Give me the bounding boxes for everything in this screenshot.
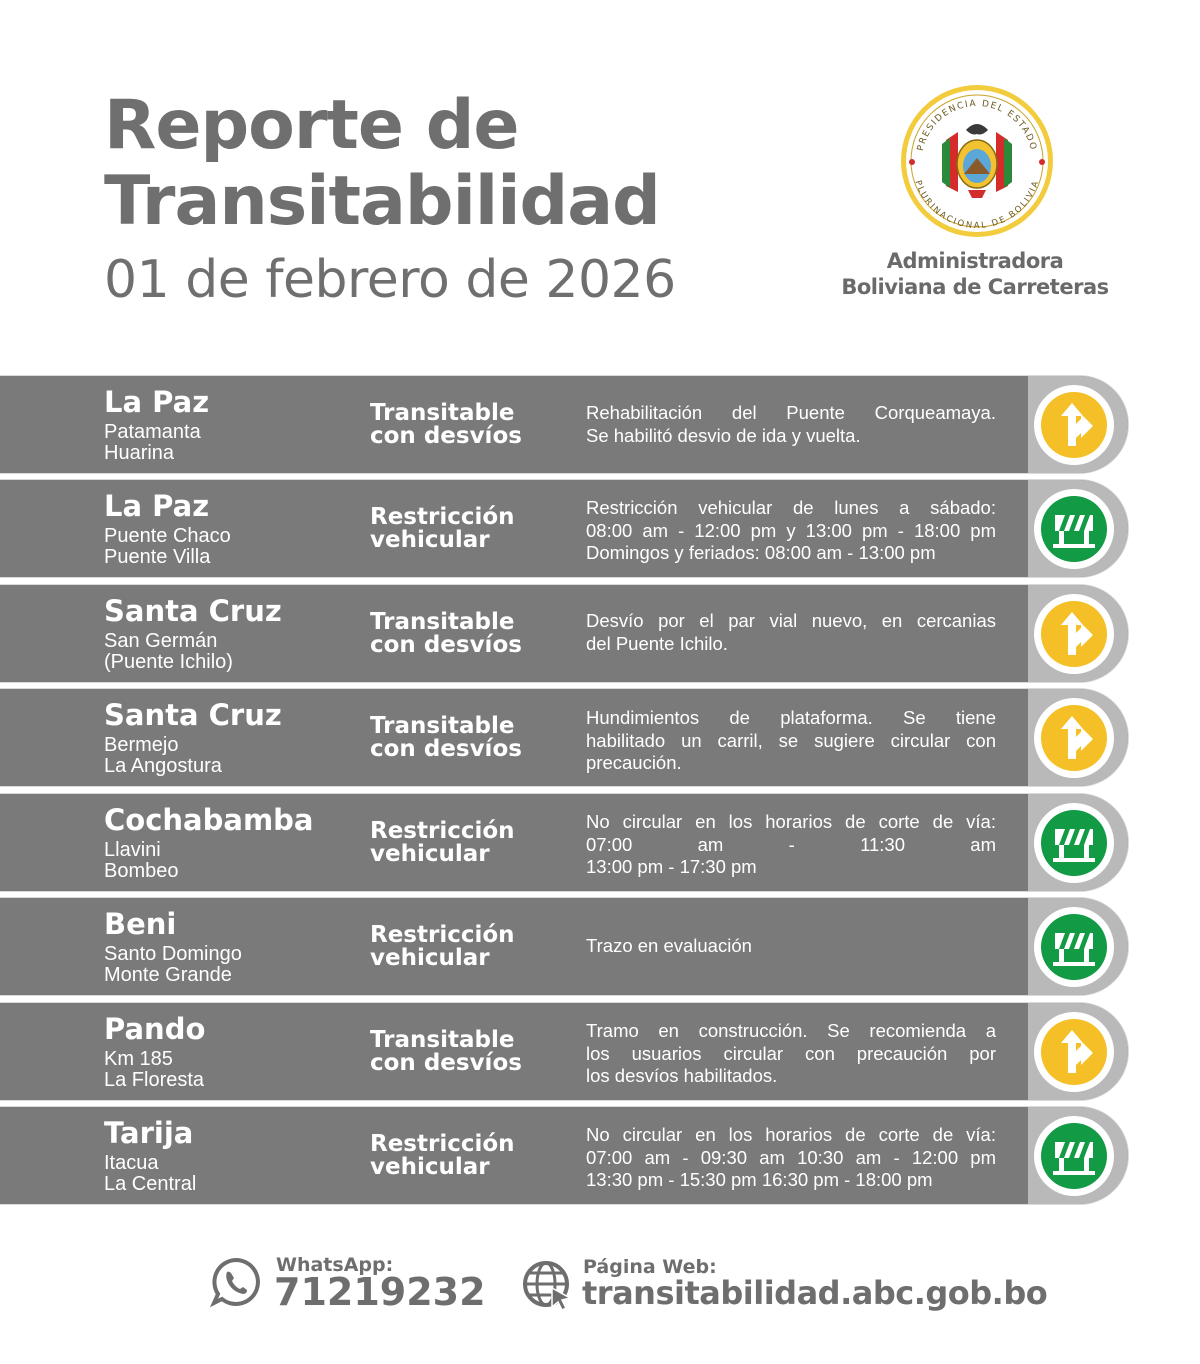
road-status-line-2: vehicular [370,841,490,867]
road-status-line-2: con desvíos [370,736,522,762]
presidency-seal-logo [898,82,1056,240]
detour-icon [1041,1019,1107,1085]
org-line-2: Boliviana de Carreteras [841,275,1109,299]
route-note-line: Tramo en construcción. Se recomienda a [586,1020,996,1041]
route-place-from: Km 185 [104,1048,173,1070]
road-status-line-2: vehicular [370,527,490,553]
road-status-line-1: Restricción [370,1131,515,1157]
footer [0,1250,1200,1340]
status-badge [1034,1012,1114,1092]
road-status-line-1: Transitable [370,400,515,426]
road-status-line-2: vehicular [370,1154,490,1180]
route-row [0,480,1128,577]
status-badge [1034,907,1114,987]
route-note [586,811,996,879]
road-status-line-1: Restricción [370,504,515,530]
department-name: La Paz [104,489,210,523]
route-place-from: Itacua [104,1152,159,1174]
department-name: Santa Cruz [104,594,282,628]
barrier-icon [1041,1123,1107,1189]
barrier-icon [1041,496,1107,562]
route-note [586,707,996,775]
route-note [586,935,996,958]
road-status-line-1: Restricción [370,818,515,844]
route-note-line: Hundimientos de plataforma. Se tiene [586,707,996,728]
road-status-line-1: Transitable [370,1027,515,1053]
route-place-to: La Floresta [104,1069,205,1091]
status-badge [1034,698,1114,778]
route-note [586,1020,996,1088]
route-row [0,376,1128,473]
route-note-line: 13:00 pm - 17:30 pm [586,856,757,877]
status-badge [1034,594,1114,674]
status-badge [1034,385,1114,465]
department-name: Tarija [104,1116,194,1150]
route-note-line: precaución. [586,752,682,773]
route-place-to: Puente Villa [104,546,211,568]
route-place-from: Bermejo [104,734,179,756]
route-row [0,1107,1128,1204]
road-status [370,402,570,448]
status-badge-fill [1041,496,1107,562]
route-note-line: Rehabilitación del Puente Corqueamaya. [586,402,996,423]
road-status [370,820,570,866]
route-note-line: los desvíos habilitados. [586,1065,778,1086]
route-row [0,794,1128,891]
route-place-from: Puente Chaco [104,525,231,547]
department-name: Cochabamba [104,803,314,837]
road-status [370,715,570,761]
route-place-from: Patamanta [104,421,201,443]
detour-icon [1041,601,1107,667]
route-note-line: 07:00 am - 11:30 am [586,833,996,855]
whatsapp-icon[interactable] [210,1256,262,1308]
road-status-line-1: Transitable [370,609,515,635]
road-status [370,1133,570,1179]
road-status [370,506,570,552]
barrier-icon [1041,810,1107,876]
organization-name [830,248,1120,300]
status-badge-fill [1041,705,1107,771]
status-badge [1034,489,1114,569]
route-place-to: La Angostura [104,755,222,777]
route-place-from: Llavini [104,839,161,861]
route-place-from: Santo Domingo [104,943,242,965]
route-note-line: No circular en los horarios de corte de vía: [586,1124,996,1145]
route-place-from: San Germán [104,630,218,652]
detour-icon [1041,705,1107,771]
route-place-to: (Puente Ichilo) [104,651,233,673]
route-note-line: Domingos y feriados: 08:00 am - 13:00 pm [586,542,936,563]
svg-text:PLURINACIONAL DE BOLIVIA: PLURINACIONAL DE BOLIVIA [912,179,1042,232]
department-name: Beni [104,907,177,941]
route-place-to: Monte Grande [104,964,232,986]
route-note-line: Desvío por el par vial nuevo, en cercanias [586,610,996,631]
route-note-line: del Puente Ichilo. [586,632,728,654]
road-status-line-1: Transitable [370,713,515,739]
route-note [586,1124,996,1192]
detour-icon [1041,392,1107,458]
route-note-line: 13:30 pm - 15:30 pm 16:30 pm - 18:00 pm [586,1169,933,1190]
route-row [0,898,1128,995]
department-name: La Paz [104,385,210,419]
status-badge [1034,1116,1114,1196]
route-note [586,610,996,655]
status-badge-fill [1041,601,1107,667]
route-note [586,402,996,447]
route-row [0,585,1128,682]
route-place-to: Huarina [104,442,175,464]
report-date: 01 de febrero de 2026 [104,250,676,310]
route-note-line: No circular en los horarios de corte de vía: [586,811,996,832]
web-url[interactable]: transitabilidad.abc.gob.bo [582,1274,1048,1312]
route-row [0,689,1128,786]
route-note-line: Se habilitó desvio de ida y vuelta. [586,424,861,446]
status-badge-fill [1041,914,1107,980]
route-note-line: habilitado un carril, se sugiere circular con [586,729,996,751]
barrier-icon [1041,914,1107,980]
road-status [370,924,570,970]
route-place-to: La Central [104,1173,197,1195]
route-note-line: 08:00 am - 12:00 pm y 13:00 pm - 18:00 pm [586,519,996,541]
status-badge-fill [1041,1123,1107,1189]
whatsapp-number[interactable]: 71219232 [274,1270,486,1314]
route-note-line: Restricción vehicular de lunes a sábado: [586,497,996,518]
road-status [370,611,570,657]
title-line-1: Reporte de [104,86,519,165]
department-name: Pando [104,1012,206,1046]
road-status [370,1029,570,1075]
status-badge-fill [1041,810,1107,876]
department-name: Santa Cruz [104,698,282,732]
road-status-line-2: con desvíos [370,423,522,449]
status-badge-fill [1041,1019,1107,1085]
status-badge [1034,803,1114,883]
svg-text:PRESIDENCIA DEL ESTADO: PRESIDENCIA DEL ESTADO [915,98,1039,153]
road-status-line-2: con desvíos [370,632,522,658]
title-line-2: Transitabilidad [104,162,660,241]
org-line-1: Administradora [886,249,1064,273]
road-status-line-2: vehicular [370,945,490,971]
page-title [104,88,660,240]
road-status-line-2: con desvíos [370,1050,522,1076]
route-row [0,1003,1128,1100]
globe-icon[interactable] [520,1258,574,1312]
route-note [586,497,996,565]
status-badge-fill [1041,392,1107,458]
whatsapp-label: WhatsApp: [276,1254,394,1276]
web-label: Página Web: [583,1256,717,1278]
route-place-to: Bombeo [104,860,179,882]
route-note-line: los usuarios circular con precaución por [586,1042,996,1064]
road-status-line-1: Restricción [370,922,515,948]
route-note-line: 07:00 am - 09:30 am 10:30 am - 12:00 pm [586,1146,996,1168]
route-note-line: Trazo en evaluación [586,935,752,956]
